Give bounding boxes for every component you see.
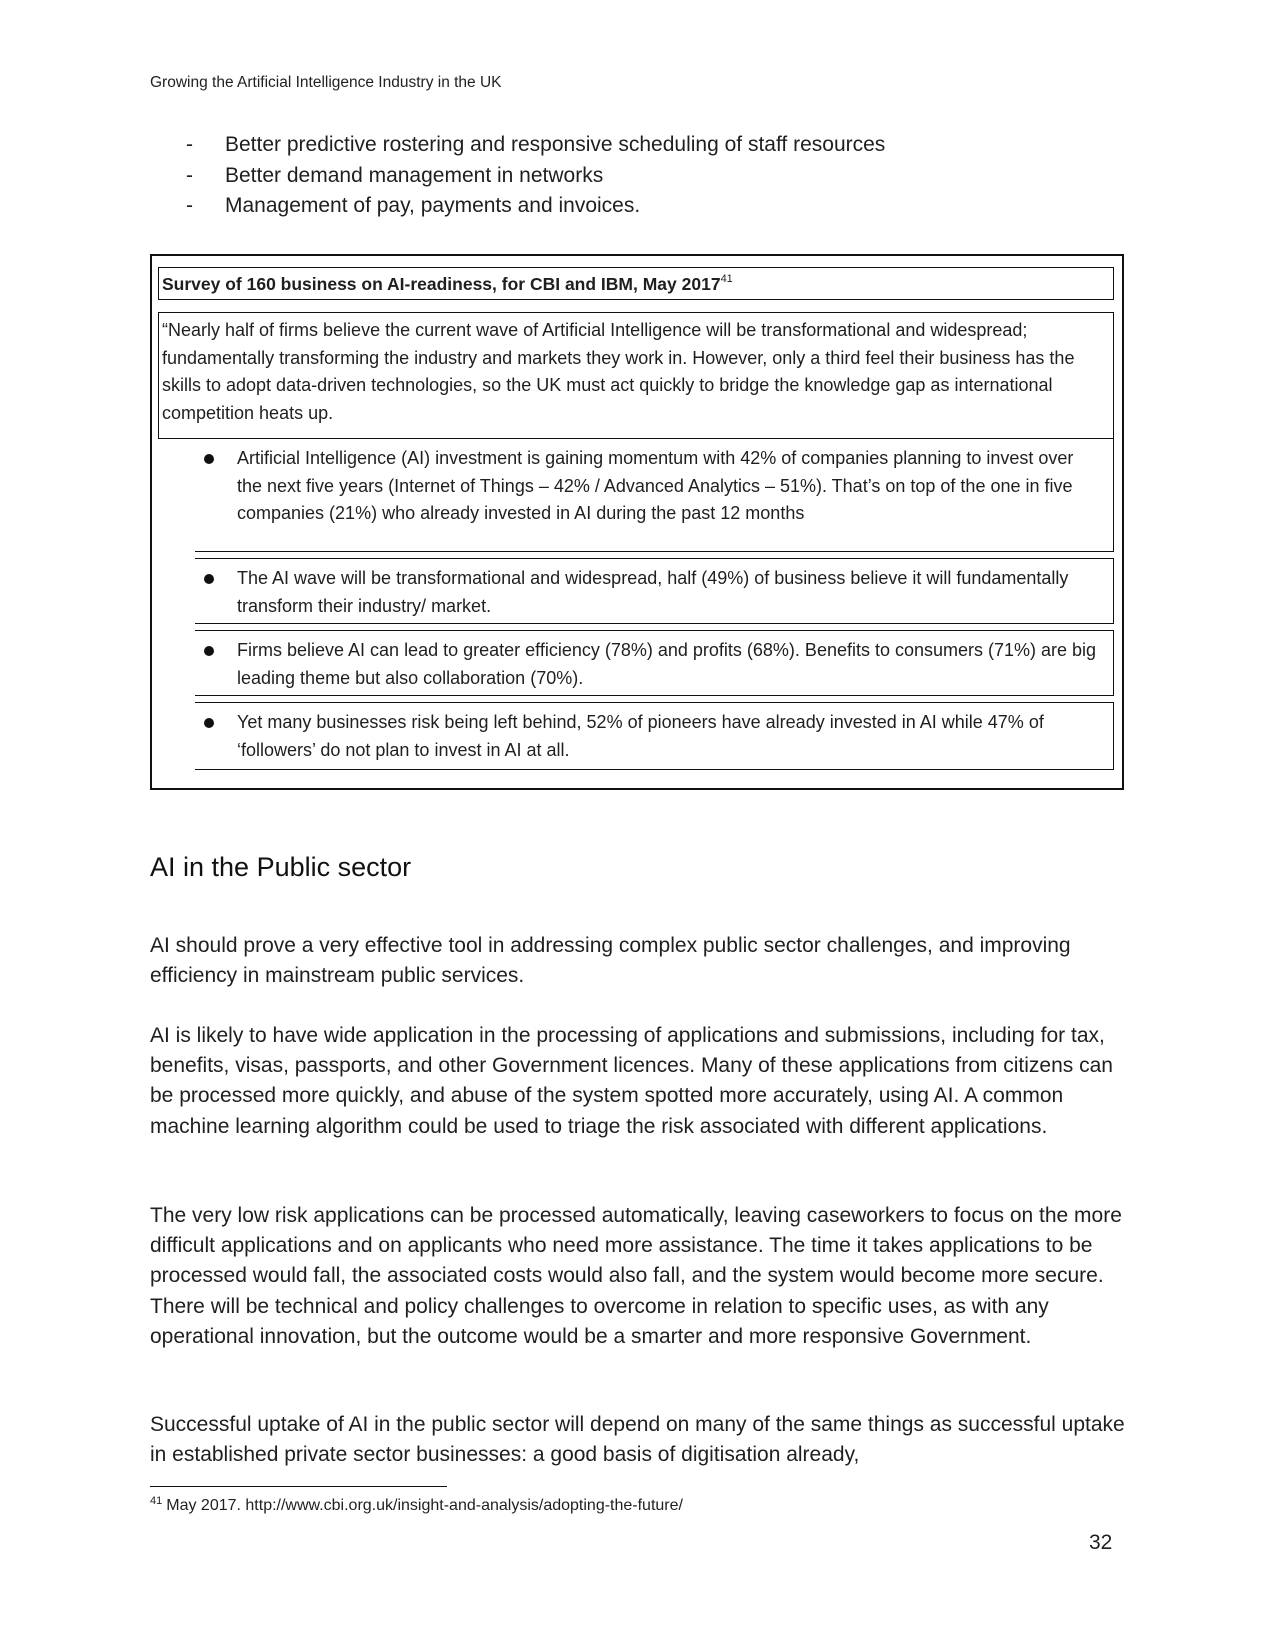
footnote-reference: 41: [720, 273, 733, 285]
list-dash-marker: -: [186, 163, 193, 187]
footnote-divider: [150, 1486, 447, 1487]
section-heading: AI in the Public sector: [150, 852, 412, 882]
survey-bullet-text: Yet many businesses risk being left behind, 52% of pioneers have already invested in AI while 47% of ‘followers’ do not plan to invest in AI at all.: [237, 712, 1044, 760]
survey-bullet-text: The AI wave will be transformational and widespread, half (49%) of business believe it will fundamentally transform their industry/ market.: [237, 568, 1069, 616]
bullet-dot-icon: [204, 574, 214, 584]
survey-bullet-text: Artificial Intelligence (AI) investment is gaining momentum with 42% of companies planning to invest over the next five years (Internet of Things – 42% / Advanced Analytics – 51%). That’s on top of the one in five companies (21%) who already invested in AI during the past 12 months: [237, 448, 1074, 523]
survey-title: [162, 274, 733, 295]
survey-quote: “Nearly half of firms believe the current wave of Artificial Intelligence will be transformational and widespread; fundamentally transforming the industry and markets they work in. However, only a third feel their business has the skills to adopt data-driven technologies, so the UK must act quickly to bridge the knowledge gap as international competition heats up.: [158, 312, 1114, 439]
survey-bullet-item: [195, 702, 1114, 770]
list-dash-marker: -: [186, 194, 193, 217]
list-item-text: Better demand management in networks: [225, 163, 604, 187]
survey-bullet-item: [195, 630, 1114, 696]
list-item-text: Better predictive rostering and responsive scheduling of staff resources: [225, 133, 886, 156]
intro-dash-list: [150, 130, 1130, 222]
footnote: [150, 1497, 683, 1515]
page-number: 32: [1089, 1531, 1113, 1554]
body-paragraph: Successful uptake of AI in the public sector will depend on many of the same things as successful uptake in established private sector businesses: a good basis of digitisation already,: [150, 1413, 1125, 1467]
survey-bullet-item: [195, 558, 1114, 624]
footnote-number: 41: [150, 1495, 163, 1507]
survey-bullet-text: Firms believe AI can lead to greater efficiency (78%) and profits (68%). Benefits to consumers (71%) are big leading theme but also collaboration (70%).: [237, 640, 1097, 688]
list-dash-marker: -: [186, 133, 193, 156]
list-item-text: Management of pay, payments and invoices.: [225, 194, 641, 217]
list-item: [150, 191, 1130, 222]
running-header-title: Growing the Artificial Intelligence Industry in the UK: [150, 74, 502, 91]
survey-title-cell: [158, 267, 1114, 300]
bullet-dot-icon: [204, 718, 214, 728]
list-item: [150, 130, 1130, 161]
survey-title-text: Survey of 160 business on AI-readiness, for CBI and IBM, May 2017: [162, 274, 721, 294]
footnote-text: May 2017. http://www.cbi.org.uk/insight-and-analysis/adopting-the-future/: [166, 1497, 683, 1514]
body-paragraph: The very low risk applications can be processed automatically, leaving caseworkers to focus on the more difficult applications and on applicants who need more assistance. The time it takes applications to be processed would fall, the associated costs would also fall, and the system would become more secure. There will be technical and policy challenges to overcome in relation to specific uses, as with any operational innovation, but the outcome would be a smarter and more responsive Government.: [150, 1204, 1122, 1348]
survey-box: [150, 254, 1124, 790]
survey-bullet-list: [195, 439, 1114, 770]
list-item: [150, 161, 1130, 192]
bullet-dot-icon: [204, 646, 214, 656]
body-paragraph: AI is likely to have wide application in the processing of applications and submissions, including for tax, benefits, visas, passports, and other Government licences. Many of these applications from citizens can be processed more quickly, and abuse of the system spotted more accurately, using AI. A common machine learning algorithm could be used to triage the risk associated with different applications.: [150, 1024, 1113, 1138]
survey-bullet-item: [195, 439, 1114, 552]
bullet-dot-icon: [204, 454, 214, 464]
body-paragraph: AI should prove a very effective tool in addressing complex public sector challenges, and improving efficiency in mainstream public services.: [150, 934, 1071, 988]
